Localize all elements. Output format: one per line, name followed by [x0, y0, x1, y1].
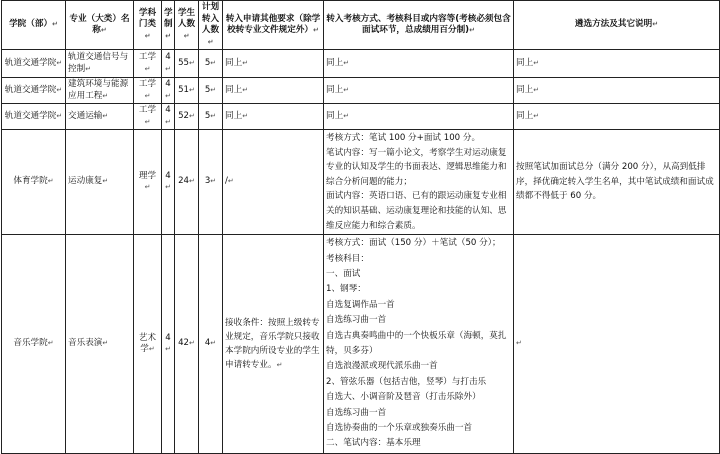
exam-line: 自选古典奏鸣曲中的一个快板乐章（海顿，莫扎特，贝多芬）: [326, 330, 507, 356]
cell-major: 运动康复↵: [66, 130, 134, 235]
cell-requirements: 接收条件：按照上级转专业规定，音乐学院只接收本学院内所设专业的学生申请转专业。↵: [223, 235, 324, 454]
header-category: 学科门类↵: [134, 1, 162, 50]
cell-exam: 同上↵: [324, 50, 514, 78]
cell-exam: 同上↵: [324, 104, 514, 130]
transfer-major-table: [1, 0, 720, 454]
table-row: [2, 78, 720, 104]
cell-requirements: 同上↵: [223, 78, 324, 104]
cell-plan: 5↵: [199, 50, 223, 78]
cell-plan: 5↵: [199, 104, 223, 130]
cell-plan: 5↵: [199, 78, 223, 104]
exam-line: 自选练习曲一首: [326, 315, 387, 326]
exam-line: 自选大、小调音阶及琶音（打击乐除外）: [326, 392, 481, 403]
exam-line: 自选协奏曲的一个乐章或独奏乐曲一首: [326, 423, 473, 434]
cell-students: 42↵: [175, 235, 199, 454]
cell-duration: 4↵: [162, 50, 175, 78]
table-row: [2, 50, 720, 78]
cell-major: 音乐表演↵: [66, 235, 134, 454]
exam-line: 笔试内容：写一篇小论文，考察学生对运动康复专业的认知及学生的书面表达、逻辑思维能力和综合分析问题的能力；: [326, 147, 507, 187]
cell-category: 理学↵: [134, 130, 162, 235]
selection-line: 按照笔试加面试总分（满分 200 分），从高到低排序，择优确定转入学生名单，其中笔试成绩和面试成绩都不得低于 60 分。: [516, 162, 714, 202]
cell-duration: 4↵: [162, 130, 175, 235]
cell-duration: 4↵: [162, 104, 175, 130]
table-row: [2, 235, 720, 454]
cell-selection: 同上↵: [514, 104, 720, 130]
cell-duration: 4↵: [162, 235, 175, 454]
cell-selection: 同上↵: [514, 50, 720, 78]
exam-line: 自选复调作品一首: [326, 299, 395, 310]
cell-plan: 3↵: [199, 130, 223, 235]
cell-category: 工学↵: [134, 104, 162, 130]
cell-category: 艺术学↵: [134, 235, 162, 454]
cell-students: 55↵: [175, 50, 199, 78]
header-selection: 遴选方法及其它说明↵: [514, 1, 720, 50]
header-students: 学生人数↵: [175, 1, 199, 50]
cell-major: 轨道交通信号与控制↵: [66, 50, 134, 78]
header-college: 学院（部）↵: [2, 1, 66, 50]
cell-students: 52↵: [175, 104, 199, 130]
cell-students: 51↵: [175, 78, 199, 104]
table-row: [2, 130, 720, 235]
header-duration: 学制↵: [162, 1, 175, 50]
exam-line: 二、笔试内容：基本乐理: [326, 438, 421, 449]
exam-line: 自选浪漫派或现代派乐曲一首: [326, 361, 438, 372]
cell-college: 轨道交通学院↵: [2, 50, 66, 78]
header-plan: 计划转入人数↵: [199, 1, 223, 50]
cell-duration: 4↵: [162, 78, 175, 104]
exam-line: 面试内容：英语口语、已有的跟运动康复专业相关的知识基础、运动康复理论和技能的认知、思维反应能力和综合素质。: [326, 191, 507, 231]
exam-line: 考核科目：: [326, 253, 369, 264]
cell-requirements: /↵: [223, 130, 324, 235]
cell-college: 音乐学院↵: [2, 235, 66, 454]
cell-major: 建筑环境与能源应用工程↵: [66, 78, 134, 104]
cell-major: 交通运输↵: [66, 104, 134, 130]
exam-line: 2、管弦乐器（包括吉他，竖琴）与打击乐: [326, 376, 487, 387]
cell-requirements: 同上↵: [223, 50, 324, 78]
cell-selection: [514, 130, 720, 235]
table-row: [2, 104, 720, 130]
cell-category: 工学↵: [134, 50, 162, 78]
cell-college: 轨道交通学院↵: [2, 104, 66, 130]
cell-college: 体育学院↵: [2, 130, 66, 235]
cell-exam: [324, 130, 514, 235]
cell-category: 工学↵: [134, 78, 162, 104]
exam-line: 考核方式：笔试 100 分+面试 100 分。: [326, 133, 481, 143]
exam-line: 1、钢琴：: [326, 284, 366, 295]
cell-exam: 同上↵: [324, 78, 514, 104]
exam-line: 一、面试: [326, 268, 361, 279]
header-row: [2, 1, 720, 50]
cell-exam: [324, 235, 514, 454]
cell-requirements: 同上↵: [223, 104, 324, 130]
header-major: 专业（大类）名称↵: [66, 1, 134, 50]
cell-selection: ↵: [514, 235, 720, 454]
header-exam: 转入考核方式、考核科目或内容等(考核必须包含面试环节，总成绩用百分制)↵: [324, 1, 514, 50]
cell-plan: 4↵: [199, 235, 223, 454]
cell-selection: 同上↵: [514, 78, 720, 104]
exam-line: 考核方式：面试（150 分）＋笔试（50 分）；: [326, 238, 501, 249]
cell-students: 24↵: [175, 130, 199, 235]
exam-line: 自选练习曲一首: [326, 407, 387, 418]
cell-college: 轨道交通学院↵: [2, 78, 66, 104]
header-requirements: 转入申请其他要求（除学校转专业文件规定外）↵: [223, 1, 324, 50]
